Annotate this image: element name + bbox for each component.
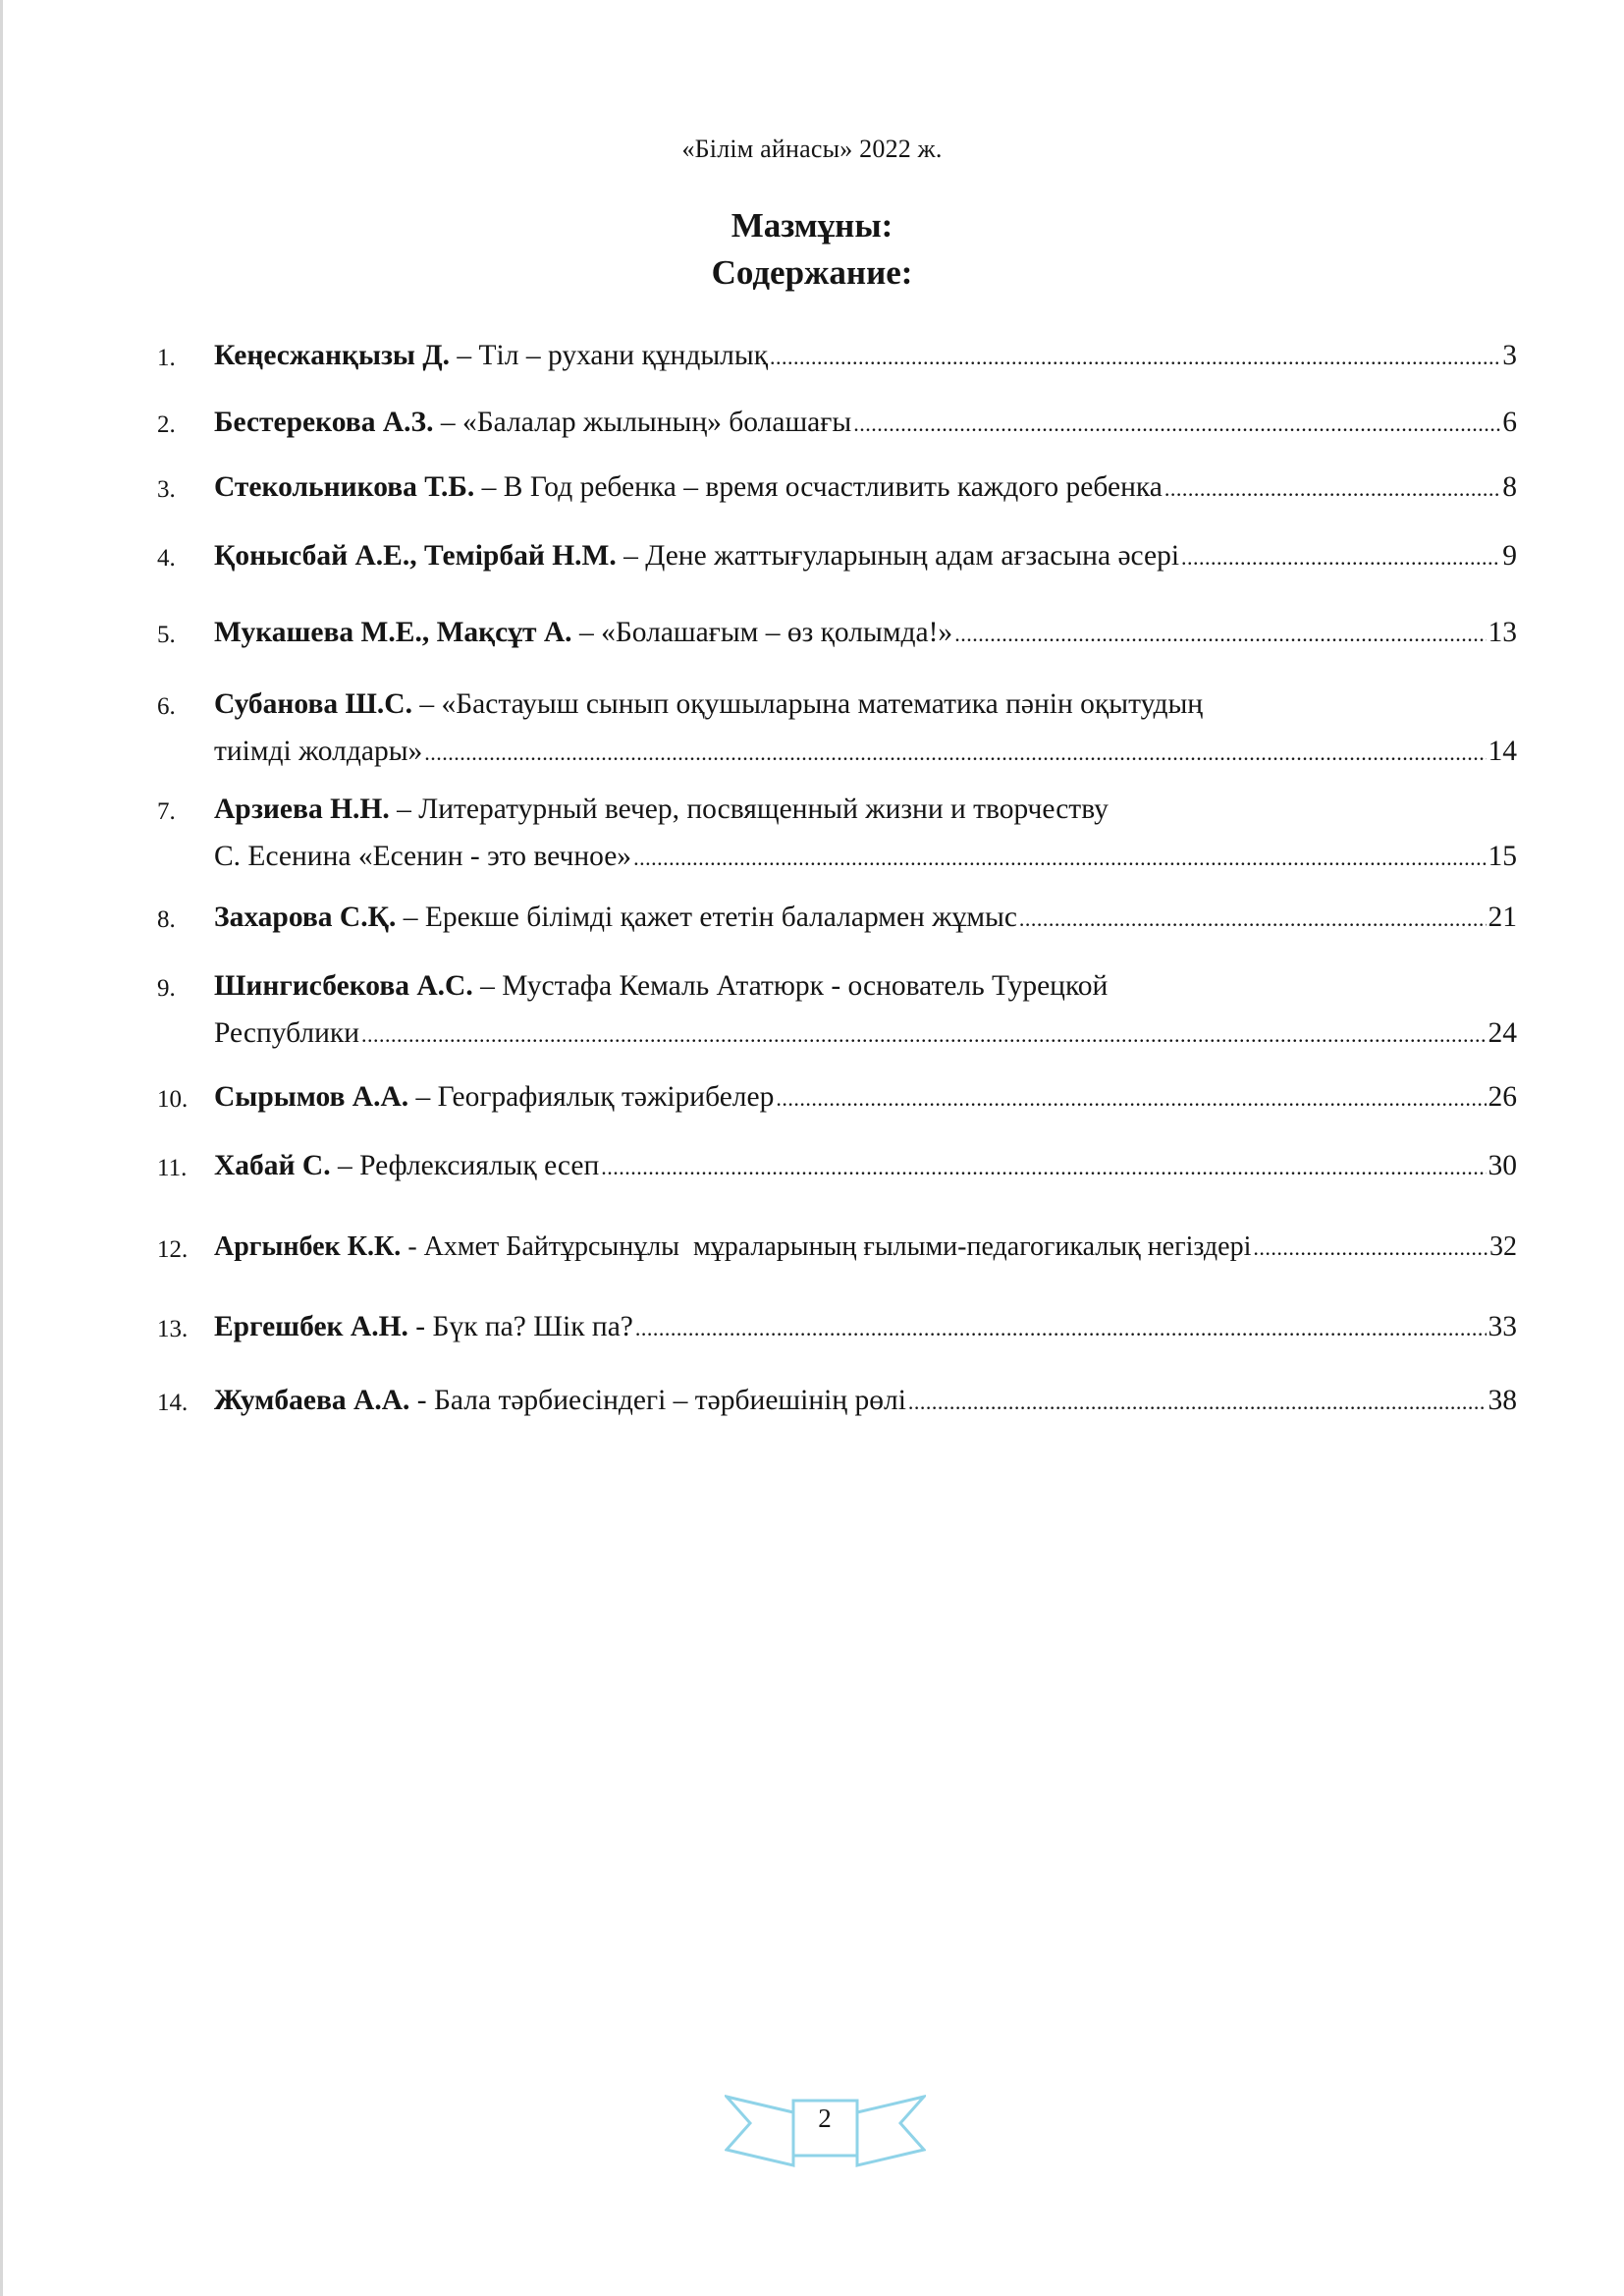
toc-item-number: 9. <box>157 975 176 1002</box>
toc-item-separator: - <box>409 1385 434 1416</box>
toc-item-title: Тіл – рухани құндылық <box>478 340 769 371</box>
toc-item-title: Бүк па? Шік па? <box>432 1311 633 1342</box>
toc-item-separator: – <box>389 793 419 825</box>
dot-leader <box>633 835 1486 882</box>
toc-item-author: Сырымов А.А. <box>214 1081 409 1113</box>
toc-item-page: 6 <box>1502 407 1517 438</box>
toc-item-title-continued: С. Есенина «Есенин - это вечное» <box>214 841 632 872</box>
toc-item-page: 15 <box>1488 841 1517 872</box>
dot-leader <box>770 334 1500 381</box>
dot-leader <box>853 401 1500 448</box>
toc-item-separator: – <box>396 902 425 933</box>
toc-item-title: Мустафа Кемаль Ататюрк - основатель Турецкой <box>502 970 1109 1002</box>
journal-header: «Білім айнасы» 2022 ж. <box>681 135 943 163</box>
toc-item-title: «Болашағым – өз қолымда!» <box>601 617 953 648</box>
toc-item-author: Қонысбай А.Е., Темірбай Н.М. <box>214 540 617 572</box>
toc-item-number: 8. <box>157 906 176 933</box>
toc-item-separator: – <box>616 540 646 572</box>
toc-item-number: 4. <box>157 545 176 572</box>
toc-item-number: 3. <box>157 476 176 503</box>
dot-leader <box>1253 1225 1488 1272</box>
toc-item-title: Ахмет Байтұрсынұлы мұраларының ғылыми-педагогикалық негіздері <box>423 1231 1252 1262</box>
toc-item-page: 3 <box>1502 340 1517 371</box>
dot-leader <box>361 1011 1487 1059</box>
toc-item-author: Стекольникова Т.Б. <box>214 471 475 503</box>
dot-leader <box>908 1379 1487 1426</box>
toc-item-separator: - <box>407 1311 433 1342</box>
toc-item-page: 24 <box>1488 1017 1517 1049</box>
toc-item-author: Мукашева М.Е., Мақсұт А. <box>214 617 572 648</box>
toc-item-title: Литературный вечер, посвященный жизни и творчеству <box>418 793 1109 825</box>
toc-item-separator: – <box>433 407 462 438</box>
dot-leader <box>1181 534 1500 581</box>
toc-item-author: Шингисбекова А.С. <box>214 970 473 1002</box>
toc-item-page: 38 <box>1488 1385 1517 1416</box>
toc-item-separator: – <box>571 617 602 648</box>
toc-item-title: Рефлексиялық есеп <box>359 1150 600 1181</box>
toc-item-page: 26 <box>1488 1081 1517 1113</box>
toc-item-author: Хабай С. <box>214 1150 331 1181</box>
contents-title-russian: Содержание: <box>711 253 913 292</box>
toc-item-separator: – <box>411 688 442 720</box>
toc-item-number: 11. <box>157 1155 188 1181</box>
toc-item-title: Географиялық тәжірибелер <box>437 1081 775 1113</box>
toc-item-author: Арзиева Н.Н. <box>214 793 390 825</box>
toc-item-title: «Бастауыш сынып оқушыларына математика пәнін оқытудың <box>441 688 1204 720</box>
toc-item-number: 2. <box>157 411 176 438</box>
toc-item-title: Ерекше білімді қажет ететін балалармен жұмыс <box>424 902 1017 933</box>
toc-item-page: 21 <box>1488 902 1517 933</box>
toc-item-page: 32 <box>1489 1231 1517 1262</box>
toc-item-separator: – <box>472 970 503 1002</box>
toc-item-number: 1. <box>157 345 176 371</box>
toc-item-title: В Год ребенка – время осчастливить каждого ребенка <box>503 471 1163 503</box>
toc-item-number: 13. <box>157 1316 189 1342</box>
dot-leader <box>601 1144 1486 1191</box>
toc-item-title: Бала тәрбиесіндегі – тәрбиешінің рөлі <box>433 1385 906 1416</box>
page-number: 2 <box>818 2104 832 2133</box>
toc-item-number: 12. <box>157 1236 189 1263</box>
toc-item-title: «Балалар жылының» болашағы <box>461 407 852 438</box>
toc-item-author: Ергешбек А.Н. <box>214 1311 408 1342</box>
toc-item-number: 10. <box>157 1086 189 1113</box>
toc-item-page: 14 <box>1488 736 1517 767</box>
toc-item-separator: – <box>408 1081 438 1113</box>
toc-item-author: Кеңесжанқызы Д. <box>214 340 451 371</box>
toc-item-page: 30 <box>1488 1150 1517 1181</box>
toc-item-number: 5. <box>157 622 176 648</box>
toc-item-separator: – <box>330 1150 360 1181</box>
toc-item-separator: – <box>474 471 504 503</box>
toc-item-number: 7. <box>157 798 176 825</box>
toc-item-author: Субанова Ш.С. <box>214 688 412 720</box>
contents-title-kazakh: Мазмұны: <box>731 206 893 245</box>
toc-item-title: Дене жаттығуларының адам ағзасына әсері <box>645 540 1180 572</box>
toc-item-page: 33 <box>1488 1311 1517 1342</box>
dot-leader <box>1019 896 1487 943</box>
toc-item-title-continued: Республики <box>214 1017 359 1049</box>
toc-item-page: 8 <box>1502 471 1517 503</box>
toc-item-number: 6. <box>157 693 176 720</box>
toc-item-number: 14. <box>157 1390 189 1416</box>
toc-item-separator: - <box>401 1231 424 1262</box>
dot-leader <box>635 1305 1487 1352</box>
dot-leader <box>954 611 1486 658</box>
ribbon-left-tail <box>727 2097 793 2165</box>
toc-item-page: 9 <box>1502 540 1517 572</box>
toc-item-title-continued: тиімді жолдары» <box>214 736 423 767</box>
toc-item-author: Жумбаева А.А. <box>214 1385 410 1416</box>
ribbon-right-tail <box>857 2097 924 2165</box>
dot-leader <box>424 730 1486 777</box>
toc-item-author: Бестерекова А.З. <box>214 407 434 438</box>
dot-leader <box>1164 465 1500 513</box>
toc-item-author: Аргынбек К.К. <box>214 1231 402 1262</box>
dot-leader <box>776 1075 1486 1122</box>
toc-item-author: Захарова С.Қ. <box>214 902 397 933</box>
toc-item-page: 13 <box>1488 617 1517 648</box>
toc-item-separator: – <box>450 340 479 371</box>
